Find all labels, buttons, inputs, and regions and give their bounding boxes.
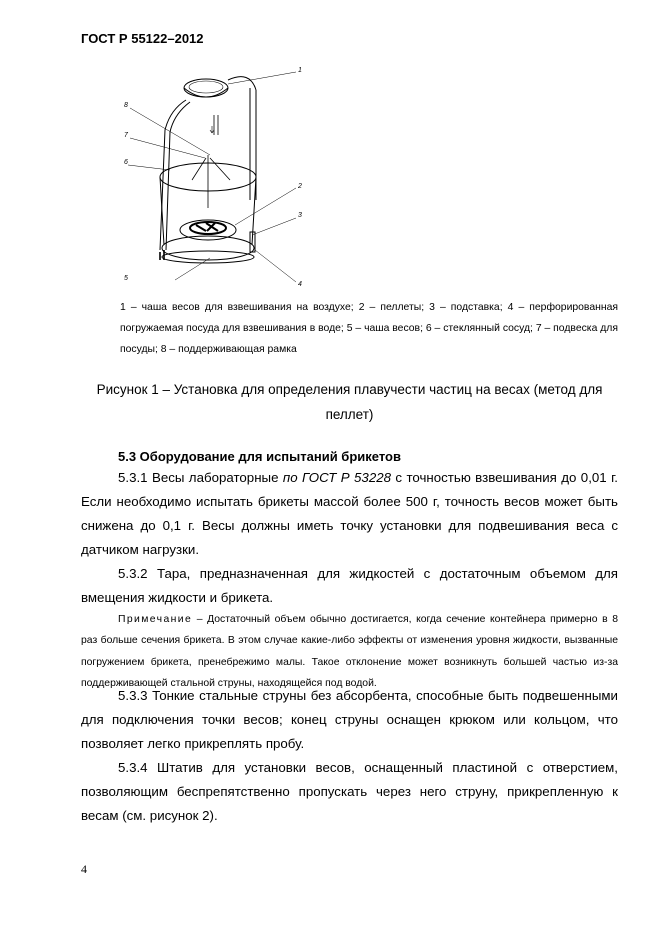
label-4: 4 xyxy=(298,281,302,288)
label-8: 8 xyxy=(124,102,128,109)
label-5: 5 xyxy=(124,275,128,282)
figure-legend: 1 – чаша весов для взвешивания на воздухе; 2 – пеллеты; 3 – подставка; 4 – перфорированная погружаемая посуда для взвешивания в воде; 5 – чаша весов; 6 – стеклянный сосуд; 7 – подвеска для посуды; 8 – поддерживающая рамка xyxy=(120,302,618,355)
label-3: 3 xyxy=(298,212,302,219)
note-label: Примечание xyxy=(118,614,193,625)
paragraph-5-3-3: 5.3.3 Тонкие стальные струны без абсорбента, способные быть подвешенными для подключения точки весов; конец струны оснащен крюком или кольцом, что позволяет легко прикреплять пробу. xyxy=(81,688,618,751)
standard-reference: по ГОСТ Р 53228 xyxy=(282,470,392,485)
section-title: 5.3 Оборудование для испытаний брикетов xyxy=(118,449,401,464)
label-6: 6 xyxy=(124,159,128,166)
page-number: 4 xyxy=(81,862,87,876)
label-2: 2 xyxy=(298,183,302,190)
label-7: 7 xyxy=(124,132,128,139)
apparatus-figure xyxy=(120,60,320,290)
document-header: ГОСТ Р 55122–2012 xyxy=(81,31,204,46)
label-1: 1 xyxy=(298,67,302,74)
paragraph-5-3-1: 5.3.1 Весы лабораторные по ГОСТ Р 53228 с точностью взвешивания до 0,01 г. Если необходимо испытать брикеты массой более 500 г, точность весов может быть снижена до 0,1 г. Весы должны иметь точку установки для подвешивания веса с датчиком нагрузки. xyxy=(81,470,618,557)
top-pan xyxy=(184,79,228,97)
note: Примечание – Достаточный объем обычно достигается, когда сечение контейнера примерно в 8 раз больше сечения брикета. В этом случае какие-либо эффекты от изменения уровня жидкости, вызванные погружением брикета, пренебрежимо малы. Такое отклонение может возникнуть большей частью из-за поддерживающей стальной струны, находящейся под водой. xyxy=(81,614,618,690)
figure-title: Рисунок 1 – Установка для определения плавучести частиц на весах (метод для пеллет) xyxy=(96,382,603,422)
paragraph-5-3-2: 5.3.2 Тара, предназначенная для жидкостей с достаточным объемом для вмещения жидкости и брикета. xyxy=(81,566,618,605)
paragraph-5-3-4: 5.3.4 Штатив для установки весов, оснащенный пластиной с отверстием, позволяющим беспрепятственно пропускать через него струну, прикрепленную к весам (см. рисунок 2). xyxy=(81,760,618,823)
